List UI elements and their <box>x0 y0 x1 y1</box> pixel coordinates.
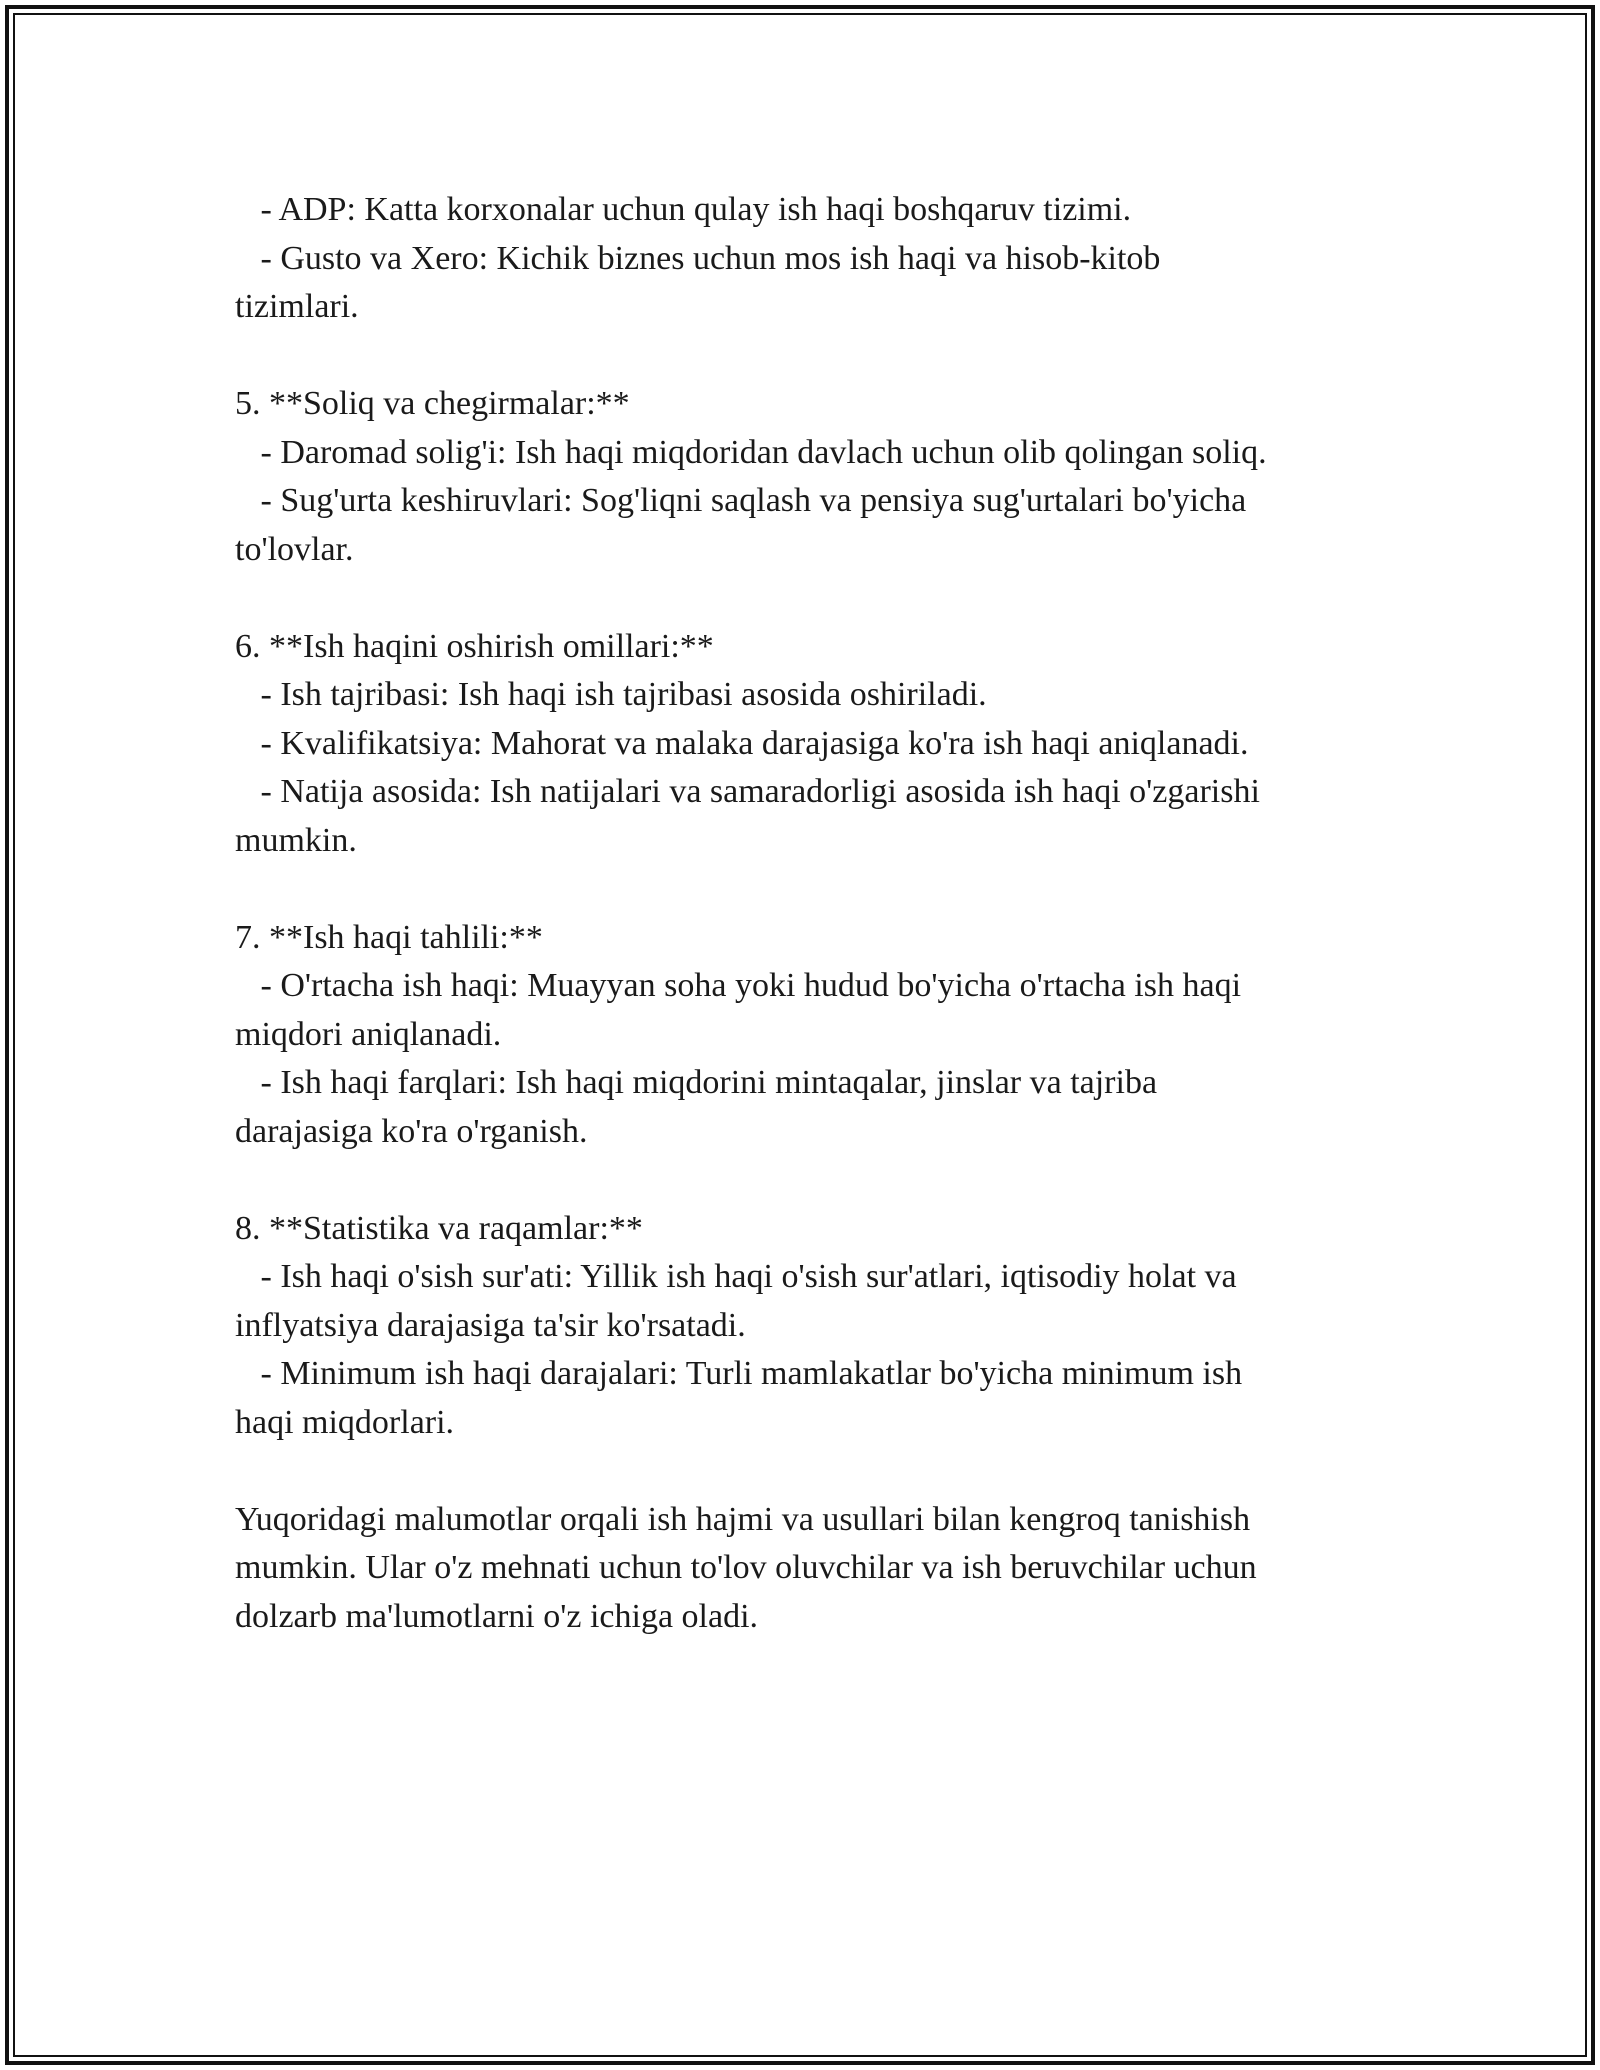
text-line: - Ish haqi farqlari: Ish haqi miqdorini mintaqalar, jinslar va tajriba <box>235 1064 1158 1101</box>
text-line: 5. **Soliq va chegirmalar:** <box>235 385 630 422</box>
text-block <box>235 380 1415 574</box>
text-line: Yuqoridagi malumotlar orqali ish hajmi va usullari bilan kengroq tanishish <box>235 1500 1251 1538</box>
text-line: 8. **Statistika va raqamlar:** <box>235 1209 643 1247</box>
text-line: - Gusto va Xero: Kichik biznes uchun mos ish haqi va hisob-kitob <box>235 239 1161 277</box>
text-line: - Ish haqi o'sish sur'ati: Yillik ish haqi o'sish sur'atlari, iqtisodiy holat va <box>235 1258 1237 1295</box>
text-block <box>235 1496 1415 1642</box>
text-line: dolzarb ma'lumotlarni o'z ichiga oladi. <box>235 1597 759 1635</box>
text-line: - Sug'urta keshiruvlari: Sog'liqni saqlash va pensiya sug'urtalari bo'yicha <box>235 482 1247 519</box>
paragraph-spacer <box>235 332 1415 381</box>
text-line: - Kvalifikatsiya: Mahorat va malaka darajasiga ko'ra ish haqi aniqlanadi. <box>235 724 1249 762</box>
text-line: to'lovlar. <box>235 530 354 568</box>
paragraph-spacer <box>235 865 1415 914</box>
text-block <box>235 914 1415 1157</box>
text-line: - Ish tajribasi: Ish haqi ish tajribasi asosida oshiriladi. <box>235 676 987 713</box>
text-line: 7. **Ish haqi tahlili:** <box>235 918 543 956</box>
text-line: - ADP: Katta korxonalar uchun qulay ish haqi boshqaruv tizimi. <box>235 191 1132 228</box>
paragraph-spacer <box>235 574 1415 623</box>
text-line: 6. **Ish haqini oshirish omillari:** <box>235 627 714 665</box>
text-line: tizimlari. <box>235 288 359 325</box>
paragraph-spacer <box>235 1447 1415 1496</box>
text-line: - O'rtacha ish haqi: Muayyan soha yoki hudud bo'yicha o'rtacha ish haqi <box>235 967 1242 1004</box>
text-line: mumkin. Ular o'z mehnati uchun to'lov oluvchilar va ish beruvchilar uchun <box>235 1549 1257 1586</box>
text-block <box>235 1205 1415 1448</box>
text-line: darajasiga ko'ra o'rganish. <box>235 1112 588 1150</box>
text-block <box>235 623 1415 866</box>
text-line: - Daromad solig'i: Ish haqi miqdoridan davlach uchun olib qolingan soliq. <box>235 433 1267 471</box>
text-line: - Natija asosida: Ish natijalari va samaradorligi asosida ish haqi o'zgarishi <box>235 773 1260 810</box>
text-block <box>235 186 1415 332</box>
text-line: haqi miqdorlari. <box>235 1403 455 1441</box>
document-body <box>235 186 1415 1641</box>
text-line: mumkin. <box>235 821 357 859</box>
text-line: inflyatsiya darajasiga ta'sir ko'rsatadi. <box>235 1306 746 1344</box>
text-line: miqdori aniqlanadi. <box>235 1015 502 1053</box>
paragraph-spacer <box>235 1156 1415 1205</box>
text-line: - Minimum ish haqi darajalari: Turli mamlakatlar bo'yicha minimum ish <box>235 1355 1243 1392</box>
